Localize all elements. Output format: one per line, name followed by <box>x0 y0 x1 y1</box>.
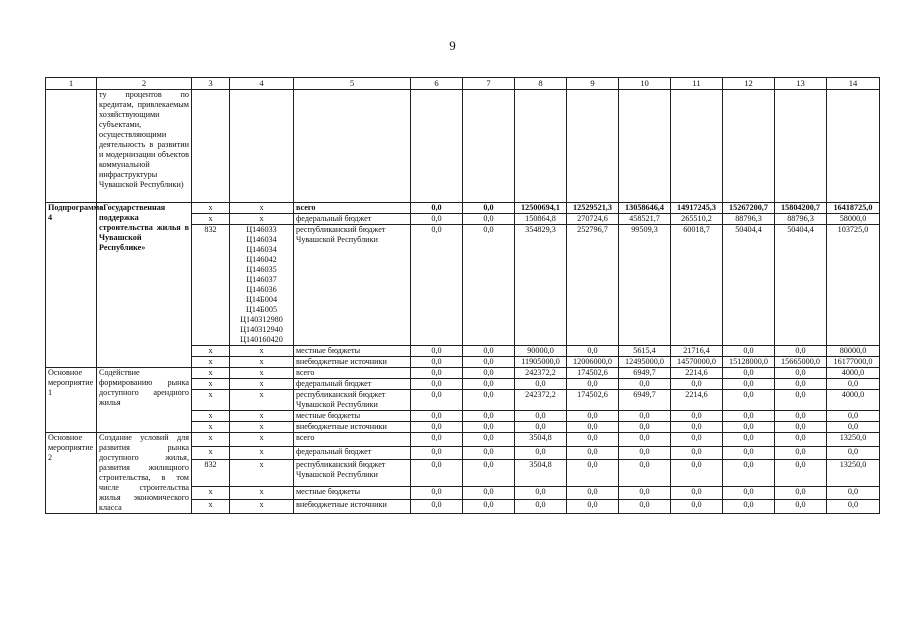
col4-cell: Ц146033 Ц146034 Ц146034 Ц146042 Ц146035 Ц146037 Ц146036 Ц14Б004 Ц14Б005 Ц140312980 Ц140312940 Ц140160420 <box>230 225 294 346</box>
value-cell: 0,0 <box>411 446 463 460</box>
value-cell: 0,0 <box>411 214 463 225</box>
value-cell: 0,0 <box>463 346 515 357</box>
header-cell: 7 <box>463 78 515 90</box>
value-cell: 0,0 <box>827 500 880 514</box>
value-cell: 6949,7 <box>619 390 671 411</box>
source-cell: внебюджетные источники <box>294 500 411 514</box>
value-cell: 0,0 <box>619 411 671 422</box>
value-cell: 3504,8 <box>515 433 567 447</box>
continued-text: ту процентов по кредитам, привлекаемым хозяйствующими субъектами, осуществляющими деятельность в развитии и модернизации объектов коммунальной инфраструктуры Чувашской Республики) <box>97 90 192 203</box>
page-number: 9 <box>449 38 456 53</box>
value-cell: 174502,6 <box>567 390 619 411</box>
source-cell: федеральный бюджет <box>294 379 411 390</box>
header-cell: 5 <box>294 78 411 90</box>
value-cell: 0,0 <box>827 411 880 422</box>
value-cell: 0,0 <box>671 379 723 390</box>
value-cell: 0,0 <box>619 460 671 486</box>
col3-cell: х <box>192 433 230 447</box>
col3-cell: х <box>192 214 230 225</box>
value-cell: 0,0 <box>775 486 827 500</box>
value-cell: 458521,7 <box>619 214 671 225</box>
source-cell: республиканский бюджет Чувашской Республики <box>294 460 411 486</box>
source-cell: местные бюджеты <box>294 486 411 500</box>
header-cell: 4 <box>230 78 294 90</box>
col4-cell: х <box>230 357 294 368</box>
value-cell: 0,0 <box>515 486 567 500</box>
value-cell: 0,0 <box>723 411 775 422</box>
value-cell: 0,0 <box>463 390 515 411</box>
empty-cell <box>567 90 619 203</box>
value-cell: 15267200,7 <box>723 203 775 214</box>
value-cell: 0,0 <box>671 486 723 500</box>
empty-cell <box>230 90 294 203</box>
value-cell: 0,0 <box>723 446 775 460</box>
col4-cell: х <box>230 411 294 422</box>
value-cell: 58000,0 <box>827 214 880 225</box>
empty-cell <box>671 90 723 203</box>
value-cell: 242372,2 <box>515 390 567 411</box>
value-cell: 0,0 <box>619 379 671 390</box>
header-cell: 10 <box>619 78 671 90</box>
value-cell: 0,0 <box>411 500 463 514</box>
value-cell: 13250,0 <box>827 460 880 486</box>
table-row <box>46 203 880 214</box>
value-cell: 0,0 <box>619 486 671 500</box>
source-cell: всего <box>294 203 411 214</box>
value-cell: 4000,0 <box>827 390 880 411</box>
value-cell: 60018,7 <box>671 225 723 346</box>
source-cell: всего <box>294 368 411 379</box>
value-cell: 0,0 <box>411 390 463 411</box>
value-cell: 12006000,0 <box>567 357 619 368</box>
value-cell: 88796,3 <box>775 214 827 225</box>
value-cell: 0,0 <box>671 433 723 447</box>
value-cell: 3504,8 <box>515 460 567 486</box>
value-cell: 0,0 <box>411 460 463 486</box>
value-cell: 0,0 <box>463 214 515 225</box>
value-cell: 0,0 <box>827 486 880 500</box>
continued-row <box>46 90 880 203</box>
value-cell: 5615,4 <box>619 346 671 357</box>
col3-cell: 832 <box>192 460 230 486</box>
empty-cell <box>515 90 567 203</box>
value-cell: 0,0 <box>775 368 827 379</box>
value-cell: 0,0 <box>619 422 671 433</box>
header-cell: 9 <box>567 78 619 90</box>
col4-cell: х <box>230 460 294 486</box>
value-cell: 0,0 <box>567 411 619 422</box>
value-cell: 0,0 <box>411 368 463 379</box>
col3-cell: х <box>192 411 230 422</box>
value-cell: 0,0 <box>723 346 775 357</box>
value-cell: 0,0 <box>463 422 515 433</box>
empty-cell <box>723 90 775 203</box>
empty-cell <box>775 90 827 203</box>
header-cell: 14 <box>827 78 880 90</box>
value-cell: 252796,7 <box>567 225 619 346</box>
table-row <box>46 433 880 447</box>
value-cell: 14917245,3 <box>671 203 723 214</box>
value-cell: 0,0 <box>567 433 619 447</box>
value-cell: 0,0 <box>463 368 515 379</box>
value-cell: 0,0 <box>827 379 880 390</box>
empty-cell <box>46 90 97 203</box>
value-cell: 0,0 <box>619 446 671 460</box>
value-cell: 0,0 <box>463 500 515 514</box>
col3-cell: х <box>192 346 230 357</box>
section-label: Основное мероприятие 2 <box>46 433 97 514</box>
section-label: Основное мероприятие 1 <box>46 368 97 433</box>
value-cell: 0,0 <box>463 486 515 500</box>
empty-cell <box>619 90 671 203</box>
value-cell: 15804200,7 <box>775 203 827 214</box>
value-cell: 88796,3 <box>723 214 775 225</box>
value-cell: 0,0 <box>411 357 463 368</box>
value-cell: 0,0 <box>723 422 775 433</box>
value-cell: 21716,4 <box>671 346 723 357</box>
col3-cell: х <box>192 357 230 368</box>
value-cell: 0,0 <box>567 346 619 357</box>
header-cell: 13 <box>775 78 827 90</box>
col4-cell: х <box>230 203 294 214</box>
value-cell: 12500694,1 <box>515 203 567 214</box>
col4-cell: х <box>230 346 294 357</box>
empty-cell <box>827 90 880 203</box>
value-cell: 0,0 <box>775 433 827 447</box>
value-cell: 0,0 <box>515 411 567 422</box>
value-cell: 12495000,0 <box>619 357 671 368</box>
value-cell: 0,0 <box>723 433 775 447</box>
value-cell: 99509,3 <box>619 225 671 346</box>
value-cell: 0,0 <box>723 500 775 514</box>
section-title: «Государственная поддержка строительства жилья в Чувашской Республике» <box>97 203 192 368</box>
value-cell: 0,0 <box>463 411 515 422</box>
value-cell: 0,0 <box>515 446 567 460</box>
header-cell: 2 <box>97 78 192 90</box>
source-cell: всего <box>294 433 411 447</box>
value-cell: 0,0 <box>775 411 827 422</box>
value-cell: 16177000,0 <box>827 357 880 368</box>
value-cell: 0,0 <box>411 411 463 422</box>
value-cell: 242372,2 <box>515 368 567 379</box>
section-title: Создание условий для развития рынка доступного жилья, развития жилищного строительства, в том числе строительства жилья экономического класса <box>97 433 192 514</box>
value-cell: 50404,4 <box>775 225 827 346</box>
col4-cell: х <box>230 379 294 390</box>
value-cell: 0,0 <box>723 486 775 500</box>
value-cell: 90000,0 <box>515 346 567 357</box>
col4-cell: х <box>230 446 294 460</box>
value-cell: 0,0 <box>619 500 671 514</box>
col3-cell: 832 <box>192 225 230 346</box>
col4-cell: х <box>230 433 294 447</box>
col4-cell: х <box>230 500 294 514</box>
col3-cell: х <box>192 203 230 214</box>
value-cell: 0,0 <box>775 460 827 486</box>
header-cell: 8 <box>515 78 567 90</box>
value-cell: 4000,0 <box>827 368 880 379</box>
source-cell: федеральный бюджет <box>294 446 411 460</box>
col4-cell: х <box>230 486 294 500</box>
value-cell: 0,0 <box>567 500 619 514</box>
col3-cell: х <box>192 422 230 433</box>
value-cell: 0,0 <box>723 379 775 390</box>
source-cell: местные бюджеты <box>294 411 411 422</box>
value-cell: 0,0 <box>463 225 515 346</box>
source-cell: внебюджетные источники <box>294 422 411 433</box>
value-cell: 0,0 <box>775 500 827 514</box>
value-cell: 0,0 <box>567 446 619 460</box>
section-title: Содействие формированию рынка доступного арендного жилья <box>97 368 192 433</box>
value-cell: 0,0 <box>411 486 463 500</box>
value-cell: 0,0 <box>775 390 827 411</box>
value-cell: 0,0 <box>411 346 463 357</box>
value-cell: 0,0 <box>515 422 567 433</box>
value-cell: 0,0 <box>515 379 567 390</box>
value-cell: 0,0 <box>775 346 827 357</box>
value-cell: 13250,0 <box>827 433 880 447</box>
source-cell: федеральный бюджет <box>294 214 411 225</box>
source-cell: местные бюджеты <box>294 346 411 357</box>
value-cell: 0,0 <box>671 460 723 486</box>
value-cell: 0,0 <box>463 446 515 460</box>
value-cell: 0,0 <box>671 422 723 433</box>
value-cell: 0,0 <box>567 379 619 390</box>
empty-cell <box>192 90 230 203</box>
source-cell: республиканский бюджет Чувашской Республики <box>294 225 411 346</box>
value-cell: 0,0 <box>411 225 463 346</box>
value-cell: 174502,6 <box>567 368 619 379</box>
value-cell: 12529521,3 <box>567 203 619 214</box>
value-cell: 0,0 <box>775 422 827 433</box>
value-cell: 15128000,0 <box>723 357 775 368</box>
col4-cell: х <box>230 368 294 379</box>
empty-cell <box>411 90 463 203</box>
value-cell: 0,0 <box>567 460 619 486</box>
value-cell: 0,0 <box>411 203 463 214</box>
value-cell: 150864,8 <box>515 214 567 225</box>
value-cell: 0,0 <box>723 460 775 486</box>
value-cell: 0,0 <box>671 411 723 422</box>
col3-cell: х <box>192 486 230 500</box>
budget-table <box>45 77 880 514</box>
table-row <box>46 368 880 379</box>
header-row <box>46 78 880 90</box>
value-cell: 0,0 <box>775 379 827 390</box>
header-cell: 1 <box>46 78 97 90</box>
header-cell: 6 <box>411 78 463 90</box>
value-cell: 270724,6 <box>567 214 619 225</box>
value-cell: 14570000,0 <box>671 357 723 368</box>
value-cell: 0,0 <box>463 379 515 390</box>
value-cell: 0,0 <box>411 422 463 433</box>
col3-cell: х <box>192 368 230 379</box>
empty-cell <box>294 90 411 203</box>
header-cell: 12 <box>723 78 775 90</box>
source-cell: внебюджетные источники <box>294 357 411 368</box>
value-cell: 11905000,0 <box>515 357 567 368</box>
value-cell: 6949,7 <box>619 368 671 379</box>
value-cell: 2214,6 <box>671 390 723 411</box>
value-cell: 0,0 <box>463 357 515 368</box>
value-cell: 0,0 <box>671 446 723 460</box>
value-cell: 80000,0 <box>827 346 880 357</box>
value-cell: 0,0 <box>827 422 880 433</box>
source-cell: республиканский бюджет Чувашской Республики <box>294 390 411 411</box>
col3-cell: х <box>192 379 230 390</box>
value-cell: 0,0 <box>463 433 515 447</box>
value-cell: 0,0 <box>463 460 515 486</box>
header-cell: 3 <box>192 78 230 90</box>
value-cell: 103725,0 <box>827 225 880 346</box>
value-cell: 0,0 <box>567 422 619 433</box>
value-cell: 0,0 <box>463 203 515 214</box>
value-cell: 0,0 <box>411 433 463 447</box>
value-cell: 2214,6 <box>671 368 723 379</box>
value-cell: 354829,3 <box>515 225 567 346</box>
col4-cell: х <box>230 390 294 411</box>
value-cell: 0,0 <box>775 446 827 460</box>
col3-cell: х <box>192 446 230 460</box>
value-cell: 15665000,0 <box>775 357 827 368</box>
value-cell: 16418725,0 <box>827 203 880 214</box>
value-cell: 0,0 <box>723 368 775 379</box>
value-cell: 0,0 <box>567 486 619 500</box>
section-label: Подпрограмма 4 <box>46 203 97 368</box>
value-cell: 13058646,4 <box>619 203 671 214</box>
value-cell: 0,0 <box>827 446 880 460</box>
value-cell: 0,0 <box>671 500 723 514</box>
value-cell: 0,0 <box>411 379 463 390</box>
empty-cell <box>463 90 515 203</box>
col4-cell: х <box>230 422 294 433</box>
value-cell: 50404,4 <box>723 225 775 346</box>
value-cell: 0,0 <box>515 500 567 514</box>
col4-cell: х <box>230 214 294 225</box>
value-cell: 0,0 <box>723 390 775 411</box>
col3-cell: х <box>192 500 230 514</box>
header-cell: 11 <box>671 78 723 90</box>
col3-cell: х <box>192 390 230 411</box>
value-cell: 0,0 <box>619 433 671 447</box>
value-cell: 265510,2 <box>671 214 723 225</box>
